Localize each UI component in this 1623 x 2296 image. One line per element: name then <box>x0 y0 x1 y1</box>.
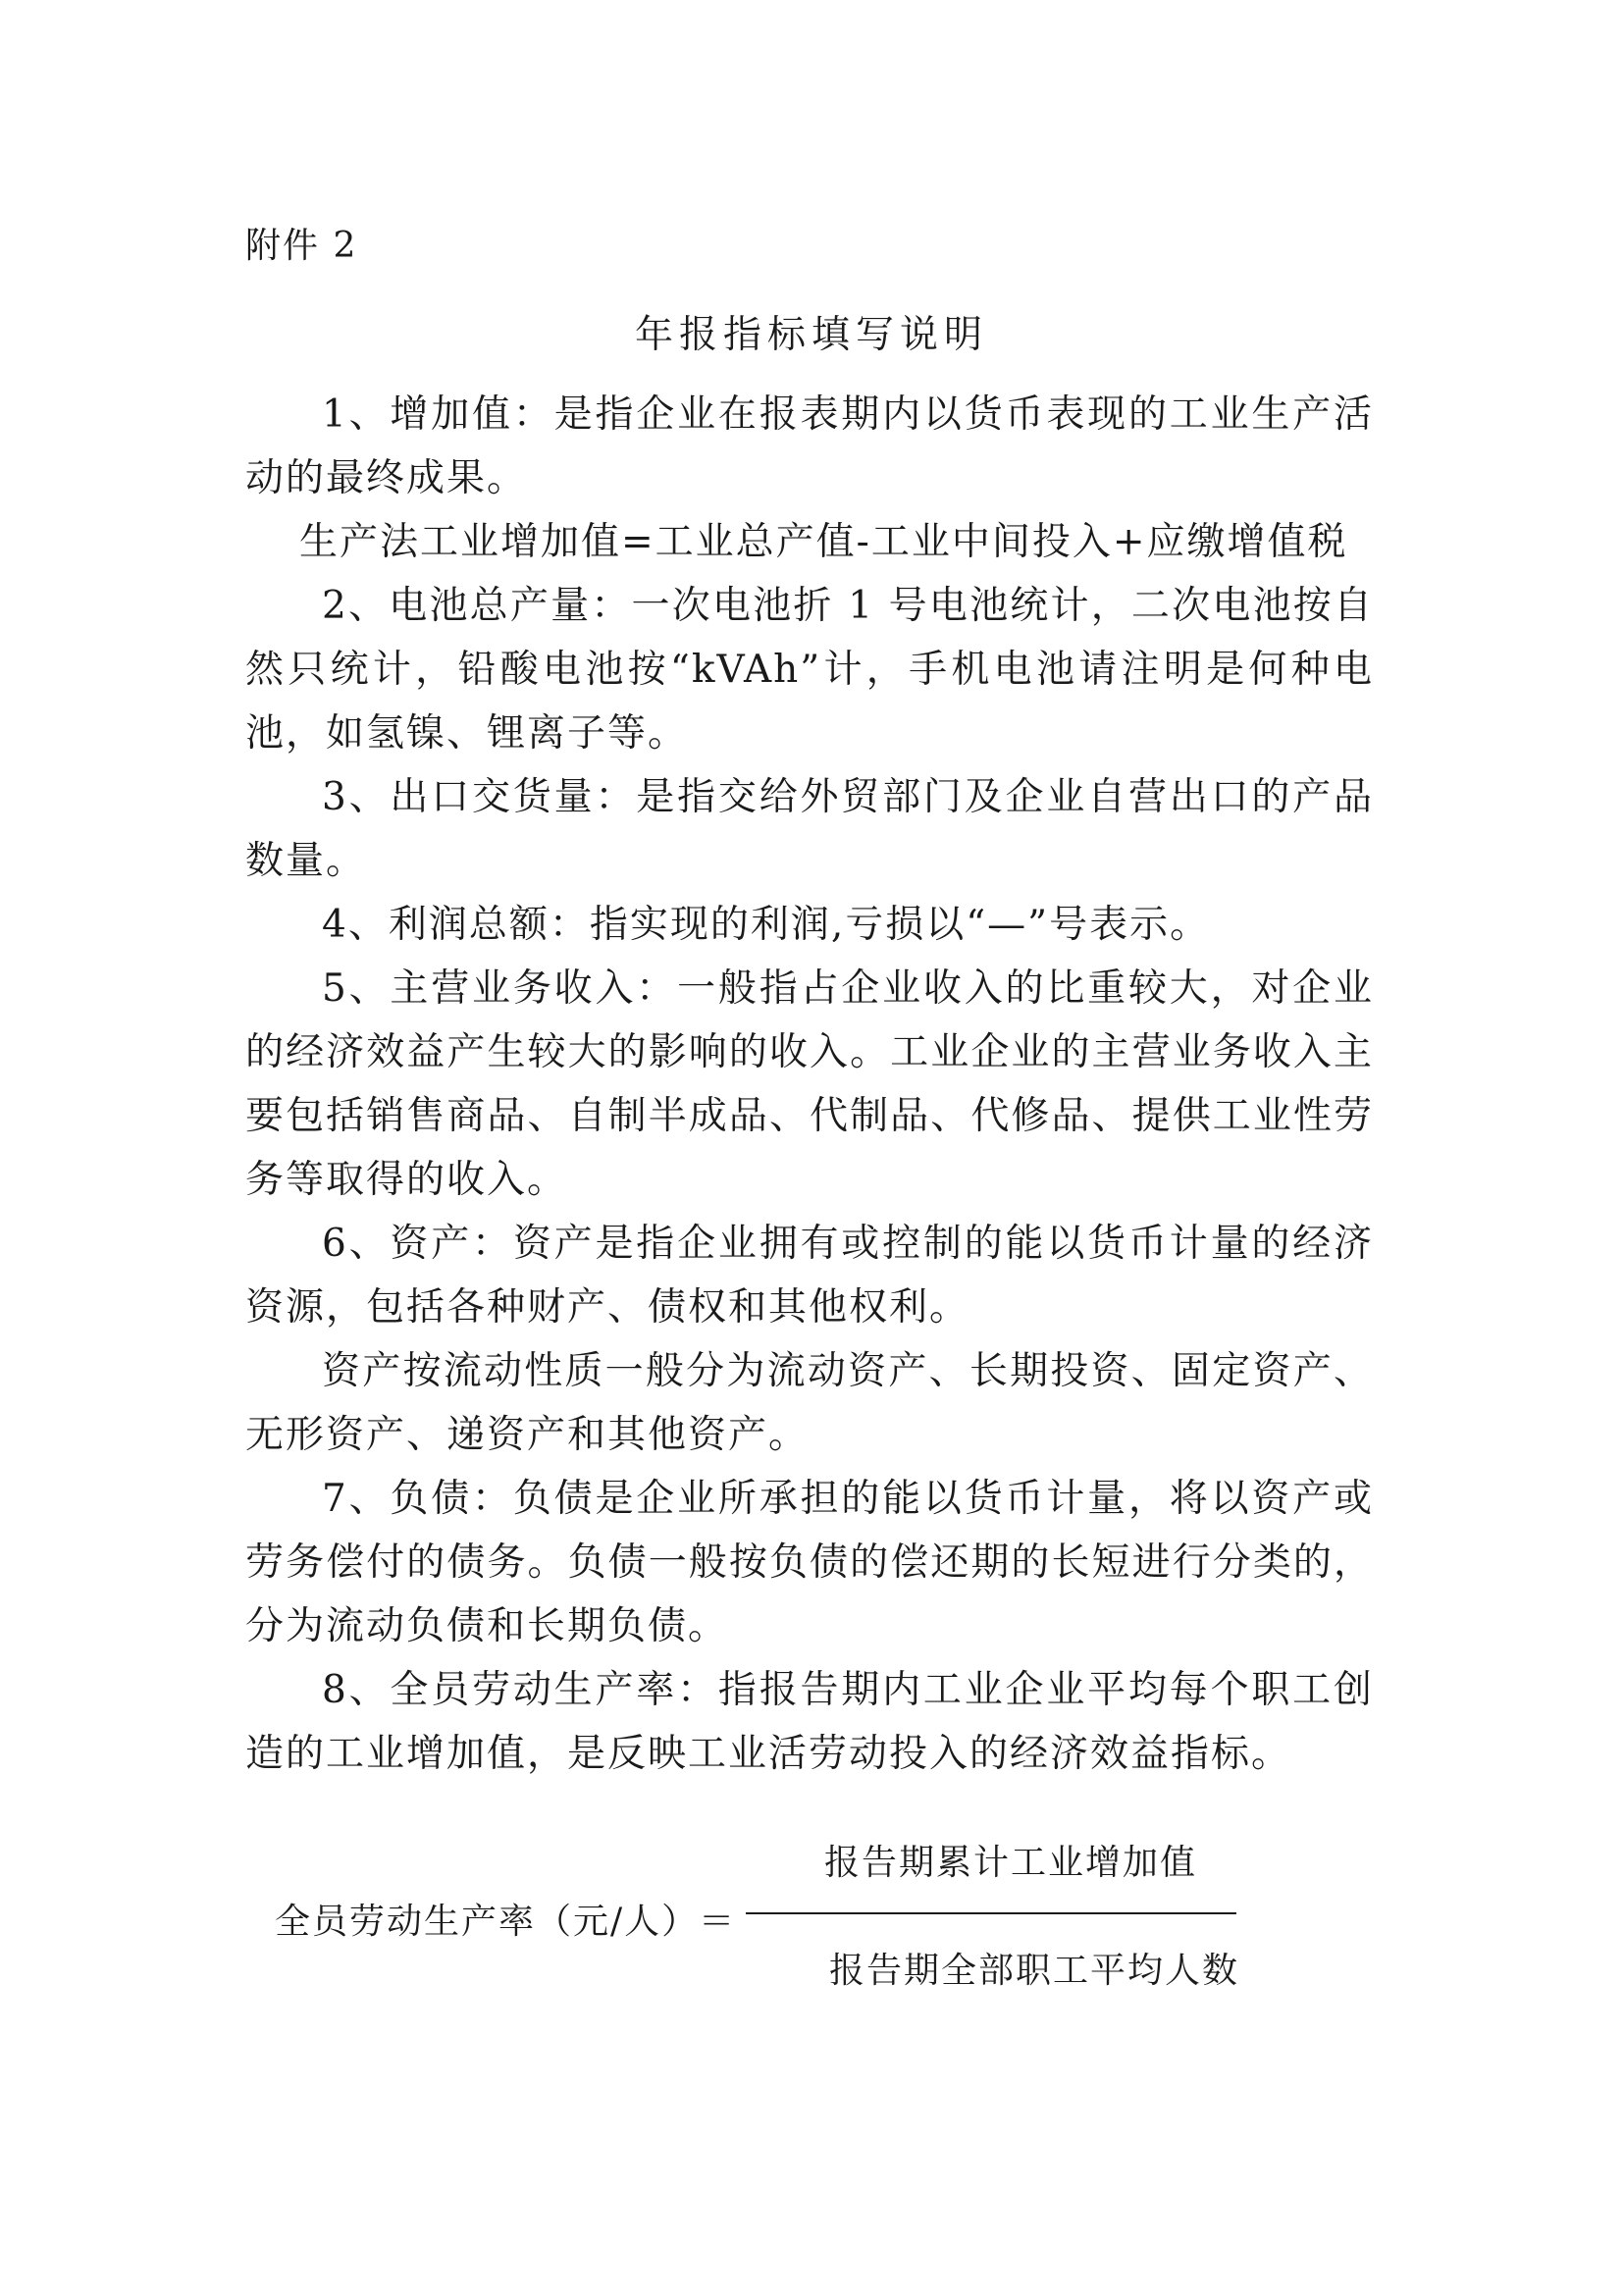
paragraph-labor-productivity: 8、全员劳动生产率：指报告期内工业企业平均每个职工创造的工业增加值，是反映工业活劳动投入的经济效益指标。 <box>245 1668 1374 1776</box>
paragraph-assets: 6、资产：资产是指企业拥有或控制的能以货币计量的经济资源，包括各种财产、债权和其他权利。 <box>245 1222 1374 1330</box>
formula-denominator: 报告期全部职工平均人数 <box>829 1951 1240 1991</box>
document-body <box>245 383 1374 1786</box>
formula-numerator: 报告期累计工业增加值 <box>824 1843 1198 1883</box>
paragraph-value-added-formula: 生产法工业增加值=工业总产值-工业中间投入+应缴增值税 <box>299 520 1348 564</box>
paragraph-main-business-revenue: 5、主营业务收入：一般指占企业收入的比重较大，对企业的经济效益产生较大的影响的收入。工业企业的主营业务收入主要包括销售商品、自制半成品、代制品、代修品、提供工业性劳务等取得的收入。 <box>245 966 1374 1202</box>
attachment-label: 附件 2 <box>245 226 358 266</box>
paragraph-export-delivery: 3、出口交货量：是指交给外贸部门及企业自营出口的产品数量。 <box>245 775 1374 883</box>
document-title: 年报指标填写说明 <box>634 313 988 357</box>
paragraph-total-profit: 4、利润总额：指实现的利润,亏损以“—”号表示。 <box>322 903 1211 947</box>
paragraph-value-added: 1、增加值：是指企业在报表期内以货币表现的工业生产活动的最终成果。 <box>245 392 1374 500</box>
paragraph-assets-classification: 资产按流动性质一般分为流动资产、长期投资、固定资产、无形资产、递资产和其他资产。 <box>245 1349 1374 1457</box>
productivity-formula <box>275 1835 1266 1992</box>
paragraph-liabilities: 7、负债：负债是企业所承担的能以货币计量，将以资产或劳务偿付的债务。负债一般按负债的偿还期的长短进行分类的，分为流动负债和长期负债。 <box>245 1477 1374 1648</box>
paragraph-battery-output: 2、电池总产量：一次电池折 1 号电池统计，二次电池按自然只统计，铅酸电池按“kVAh”计，手机电池请注明是何种电池，如氢镍、锂离子等。 <box>245 584 1374 756</box>
formula-label: 全员劳动生产率（元/人）＝ <box>275 1902 737 1942</box>
fraction-bar <box>746 1912 1236 1914</box>
